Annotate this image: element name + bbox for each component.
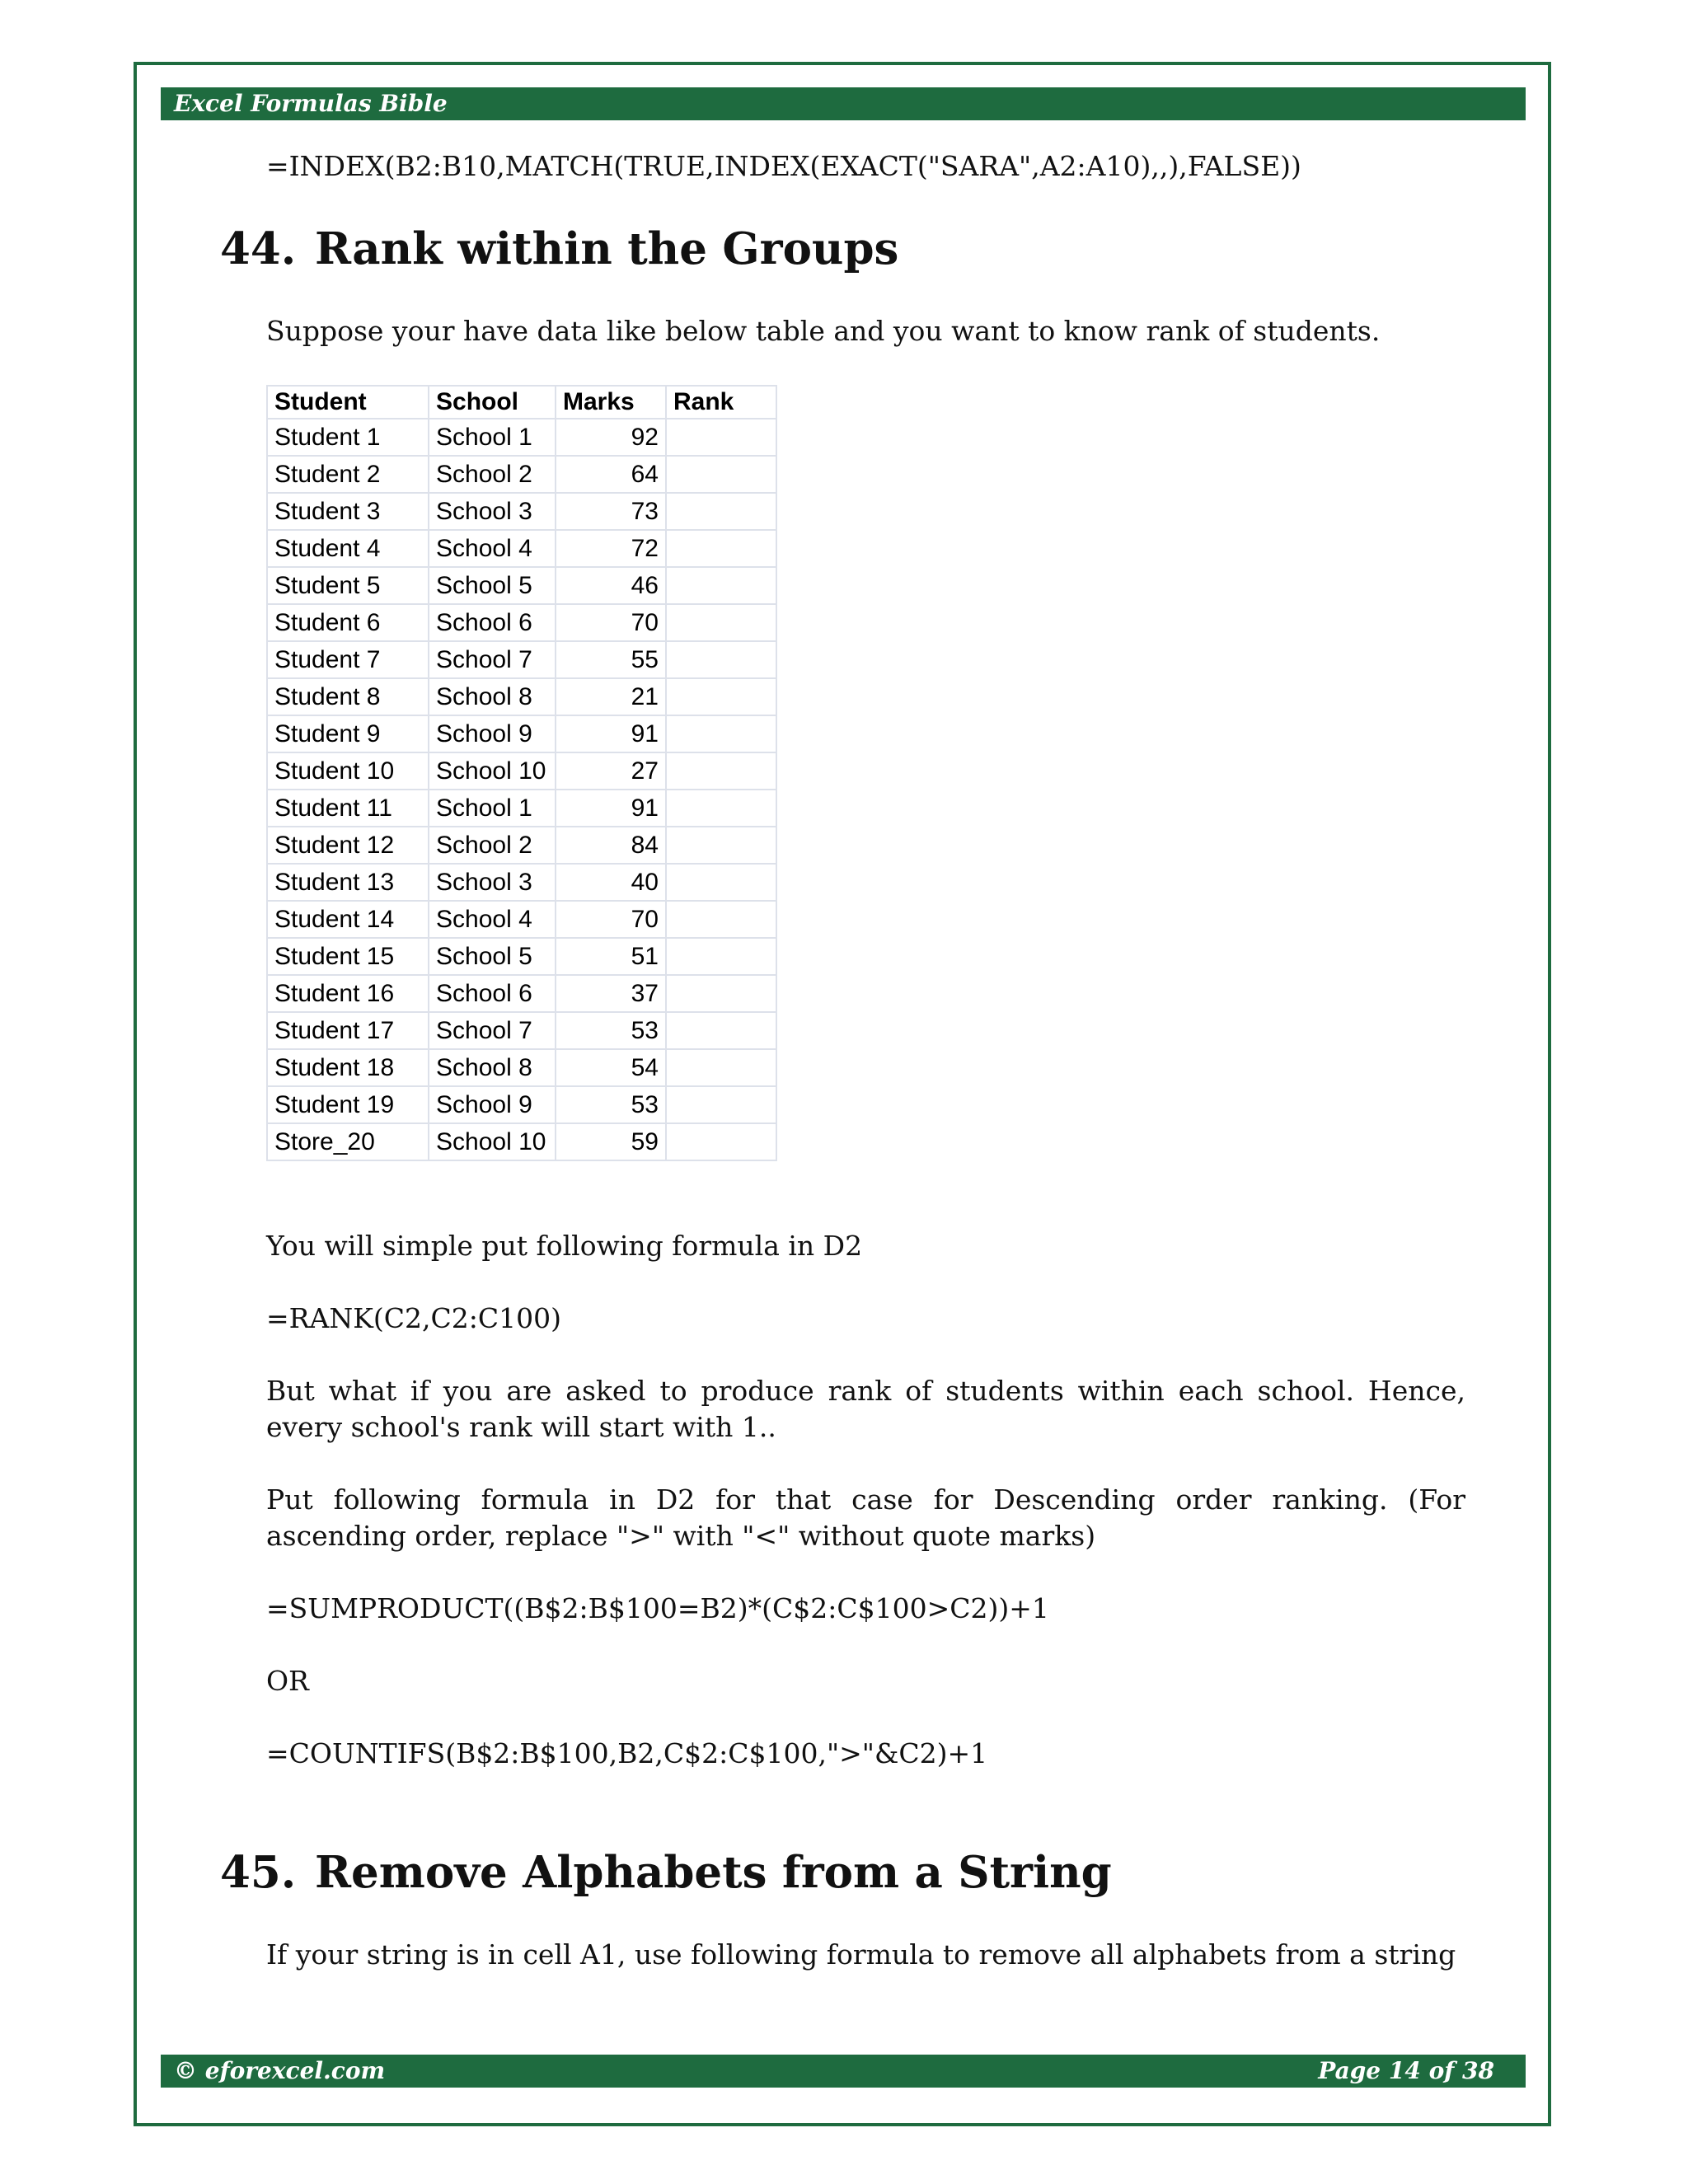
section-45-intro: If your string is in cell A1, use following formula to remove all alphabets from a string: [266, 1938, 1456, 1971]
section-44-heading: [220, 223, 898, 275]
table-cell: [666, 975, 776, 1012]
table-cell: Student 2: [267, 456, 429, 493]
footer-site: © eforexcel.com: [174, 2057, 386, 2084]
table-row: [267, 1049, 776, 1086]
table-cell: [666, 419, 776, 456]
column-header: School: [429, 386, 556, 419]
table-cell: [666, 864, 776, 901]
column-header: Marks: [556, 386, 666, 419]
table-cell: Student 5: [267, 567, 429, 604]
table-cell: School 2: [429, 456, 556, 493]
table-row: [267, 901, 776, 938]
table-cell: [666, 678, 776, 715]
table-cell: [666, 456, 776, 493]
table-row: [267, 530, 776, 567]
table-cell: 64: [556, 456, 666, 493]
table-cell: School 8: [429, 1049, 556, 1086]
table-cell: School 5: [429, 938, 556, 975]
table-cell: Student 13: [267, 864, 429, 901]
table-cell: 72: [556, 530, 666, 567]
table-cell: [666, 827, 776, 864]
table-cell: 53: [556, 1012, 666, 1049]
paragraph-descending-order: Put following formula in D2 for that case for Descending order ranking. (For ascending order, replace ">" with "<" without quote marks): [266, 1483, 1465, 1552]
table-row: [267, 1086, 776, 1123]
table-cell: School 7: [429, 641, 556, 678]
table-cell: 70: [556, 901, 666, 938]
table-row: [267, 1123, 776, 1160]
table-cell: [666, 1086, 776, 1123]
table-cell: Store_20: [267, 1123, 429, 1160]
table-row: [267, 493, 776, 530]
section-45-heading: [220, 1846, 1112, 1899]
table-row: [267, 864, 776, 901]
table-cell: [666, 790, 776, 827]
table-row: [267, 790, 776, 827]
table-cell: School 10: [429, 752, 556, 790]
table-cell: 53: [556, 1086, 666, 1123]
table-cell: Student 9: [267, 715, 429, 752]
section-44-title: Rank within the Groups: [315, 223, 899, 274]
table-cell: 92: [556, 419, 666, 456]
column-header: Rank: [666, 386, 776, 419]
table-row: [267, 604, 776, 641]
header-bar: [161, 87, 1526, 120]
table-cell: School 9: [429, 715, 556, 752]
table-row: [267, 456, 776, 493]
paragraph-put-formula-d2: You will simple put following formula in D2: [266, 1230, 863, 1262]
table-cell: 40: [556, 864, 666, 901]
table-cell: Student 4: [267, 530, 429, 567]
table-cell: School 6: [429, 975, 556, 1012]
table-cell: School 3: [429, 864, 556, 901]
students-table: [266, 385, 777, 1161]
table-cell: 51: [556, 938, 666, 975]
table-cell: 54: [556, 1049, 666, 1086]
table-cell: [666, 752, 776, 790]
table-cell: School 1: [429, 419, 556, 456]
table-row: [267, 715, 776, 752]
table-cell: [666, 1049, 776, 1086]
table-cell: Student 3: [267, 493, 429, 530]
footer-bar: [161, 2055, 1526, 2088]
table-cell: 84: [556, 827, 666, 864]
table-cell: Student 6: [267, 604, 429, 641]
table-cell: 55: [556, 641, 666, 678]
table-cell: [666, 567, 776, 604]
table-cell: 46: [556, 567, 666, 604]
section-45-number: 45.: [220, 1847, 297, 1898]
section-45-title: Remove Alphabets from a String: [315, 1847, 1112, 1898]
table-cell: Student 19: [267, 1086, 429, 1123]
table-cell: [666, 641, 776, 678]
table-cell: [666, 493, 776, 530]
formula-rank: =RANK(C2,C2:C100): [266, 1302, 561, 1334]
table-cell: 91: [556, 790, 666, 827]
table-cell: Student 11: [267, 790, 429, 827]
table-cell: [666, 530, 776, 567]
table-row: [267, 567, 776, 604]
table-cell: School 1: [429, 790, 556, 827]
table-cell: School 3: [429, 493, 556, 530]
table-cell: Student 7: [267, 641, 429, 678]
table-cell: Student 15: [267, 938, 429, 975]
table-row: [267, 752, 776, 790]
table-cell: [666, 604, 776, 641]
table-cell: School 2: [429, 827, 556, 864]
formula-countifs: =COUNTIFS(B$2:B$100,B2,C$2:C$100,">"&C2)+1: [266, 1737, 988, 1769]
footer-page: Page 14 of 38: [1318, 2057, 1494, 2084]
table-cell: Student 16: [267, 975, 429, 1012]
table-cell: Student 1: [267, 419, 429, 456]
table-body: [267, 419, 776, 1160]
table-row: [267, 975, 776, 1012]
table-cell: School 4: [429, 901, 556, 938]
top-formula: =INDEX(B2:B10,MATCH(TRUE,INDEX(EXACT("SARA",A2:A10),,),FALSE)): [266, 150, 1301, 182]
paragraph-within-school: But what if you are asked to produce rank of students within each school. Hence, every school's rank will start with 1..: [266, 1375, 1465, 1443]
table-row: [267, 641, 776, 678]
or-label: OR: [266, 1665, 309, 1697]
table-row: [267, 1012, 776, 1049]
section-44-intro: Suppose your have data like below table and you want to know rank of students.: [266, 315, 1381, 347]
table-row: [267, 938, 776, 975]
table-cell: 70: [556, 604, 666, 641]
table-cell: [666, 938, 776, 975]
table-cell: Student 14: [267, 901, 429, 938]
table-cell: School 8: [429, 678, 556, 715]
table-cell: [666, 1123, 776, 1160]
table-cell: [666, 1012, 776, 1049]
column-header: Student: [267, 386, 429, 419]
table-cell: 59: [556, 1123, 666, 1160]
table-cell: School 10: [429, 1123, 556, 1160]
table-cell: School 9: [429, 1086, 556, 1123]
table-row: [267, 419, 776, 456]
table-cell: Student 10: [267, 752, 429, 790]
table-cell: 91: [556, 715, 666, 752]
table-cell: 27: [556, 752, 666, 790]
table-cell: School 4: [429, 530, 556, 567]
table-cell: 37: [556, 975, 666, 1012]
table-cell: Student 12: [267, 827, 429, 864]
table-header-row: [267, 386, 776, 419]
table-cell: 73: [556, 493, 666, 530]
table-cell: Student 18: [267, 1049, 429, 1086]
table-cell: Student 8: [267, 678, 429, 715]
formula-sumproduct: =SUMPRODUCT((B$2:B$100=B2)*(C$2:C$100>C2))+1: [266, 1592, 1049, 1624]
table-cell: School 5: [429, 567, 556, 604]
table-cell: School 7: [429, 1012, 556, 1049]
header-title: Excel Formulas Bible: [174, 90, 448, 117]
table-cell: [666, 715, 776, 752]
section-44-number: 44.: [220, 223, 297, 274]
table-row: [267, 827, 776, 864]
table-cell: Student 17: [267, 1012, 429, 1049]
table-cell: [666, 901, 776, 938]
table-cell: School 6: [429, 604, 556, 641]
table-cell: 21: [556, 678, 666, 715]
table-row: [267, 678, 776, 715]
